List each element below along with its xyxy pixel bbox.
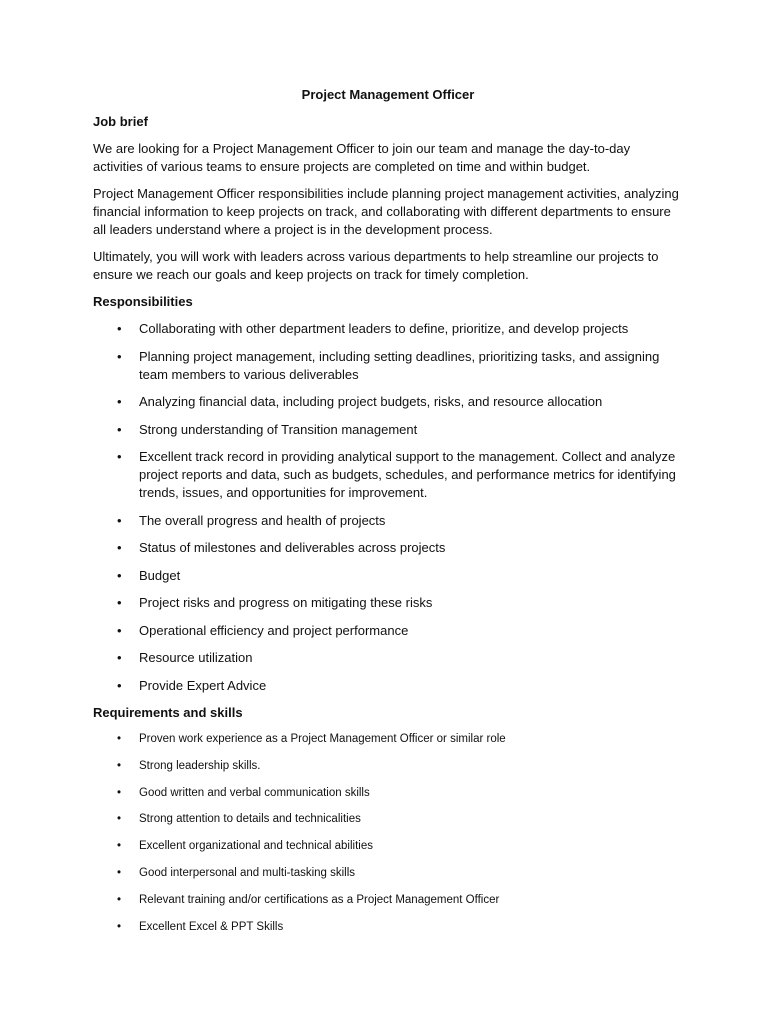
bullet-icon: • <box>117 567 122 583</box>
job-brief-paragraph: We are looking for a Project Management Officer to join our team and manage the day-to-day activities of various teams to ensure projects are completed on time and within budget. <box>93 141 631 174</box>
list-item-text: Good interpersonal and multi-tasking skills <box>139 866 356 879</box>
bullet-icon: • <box>117 321 122 336</box>
list-item <box>93 594 683 612</box>
document-title: Project Management Officer <box>301 87 475 102</box>
bullet-icon: • <box>117 421 122 437</box>
bullet-icon: • <box>117 677 122 693</box>
bullet-icon: • <box>117 540 122 555</box>
list-item-text: Strong leadership skills. <box>139 759 261 772</box>
responsibilities-list <box>93 320 683 695</box>
bullet-icon: • <box>117 866 122 879</box>
list-item <box>93 865 683 881</box>
job-brief-paragraph: Ultimately, you will work with leaders across various departments to help streamline our projects to ensure we reach our goals and keep projects on track for timely completion. <box>93 249 659 282</box>
list-item-text: Provide Expert Advice <box>139 677 267 693</box>
list-item-text: Status of milestones and deliverables across projects <box>139 540 446 555</box>
list-item <box>93 567 683 585</box>
list-item-text: Excellent organizational and technical abilities <box>139 840 373 853</box>
job-brief-paragraph: Project Management Officer responsibilities include planning project management activities, analyzing financial information to keep projects on track, and collaborating with different departments to ensure all leaders understand where a project is in the development process. <box>93 186 679 237</box>
list-item-text: Excellent track record in providing analytical support to the management. Collect and analyze project reports and data, such as budgets, schedules, and performance metrics for identifying trends, issues, and opportunities for improvement. <box>139 449 676 500</box>
list-item-text: Relevant training and/or certifications as a Project Management Officer <box>139 893 500 906</box>
list-item <box>93 677 683 695</box>
list-item-text: Strong understanding of Transition management <box>139 421 418 437</box>
list-item-text: Planning project management, including setting deadlines, prioritizing tasks, and assigning team members to various deliverables <box>139 348 660 382</box>
list-item-text: Project risks and progress on mitigating these risks <box>139 595 433 610</box>
requirements-list <box>93 731 683 935</box>
list-item <box>93 393 683 411</box>
bullet-icon: • <box>117 512 122 528</box>
list-item <box>93 892 683 908</box>
list-item <box>93 512 683 530</box>
bullet-icon: • <box>117 786 122 799</box>
list-item-text: Proven work experience as a Project Management Officer or similar role <box>139 733 506 745</box>
responsibilities-heading: Responsibilities <box>93 294 193 309</box>
list-item-text: Excellent Excel & PPT Skills <box>139 920 284 933</box>
bullet-icon: • <box>117 449 122 464</box>
list-item <box>93 448 683 502</box>
list-item <box>93 622 683 640</box>
bullet-icon: • <box>117 650 122 665</box>
job-brief-heading: Job brief <box>93 114 148 129</box>
bullet-icon: • <box>117 348 122 364</box>
list-item <box>93 421 683 439</box>
list-item <box>93 919 683 935</box>
bullet-icon: • <box>117 840 122 853</box>
bullet-icon: • <box>117 813 122 826</box>
list-item-text: Good written and verbal communication skills <box>139 786 370 799</box>
list-item-text: Collaborating with other department leaders to define, prioritize, and develop projects <box>139 321 629 336</box>
bullet-icon: • <box>117 920 122 933</box>
requirements-heading: Requirements and skills <box>93 705 243 720</box>
list-item <box>93 838 683 854</box>
document-page <box>93 86 683 945</box>
list-item <box>93 348 683 384</box>
list-item <box>93 649 683 667</box>
list-item <box>93 731 683 747</box>
list-item-text: The overall progress and health of projects <box>139 512 386 528</box>
list-item-text: Budget <box>139 567 181 583</box>
bullet-icon: • <box>117 759 122 772</box>
bullet-icon: • <box>117 893 122 906</box>
list-item <box>93 758 683 774</box>
bullet-icon: • <box>117 733 122 745</box>
bullet-icon: • <box>117 394 122 409</box>
list-item <box>93 785 683 801</box>
list-item <box>93 811 683 827</box>
list-item-text: Resource utilization <box>139 650 253 665</box>
list-item-text: Analyzing financial data, including project budgets, risks, and resource allocation <box>139 394 603 409</box>
bullet-icon: • <box>117 595 122 610</box>
list-item-text: Operational efficiency and project performance <box>139 622 409 638</box>
list-item <box>93 539 683 557</box>
list-item-text: Strong attention to details and technicalities <box>139 813 361 826</box>
list-item <box>93 320 683 338</box>
bullet-icon: • <box>117 622 122 638</box>
